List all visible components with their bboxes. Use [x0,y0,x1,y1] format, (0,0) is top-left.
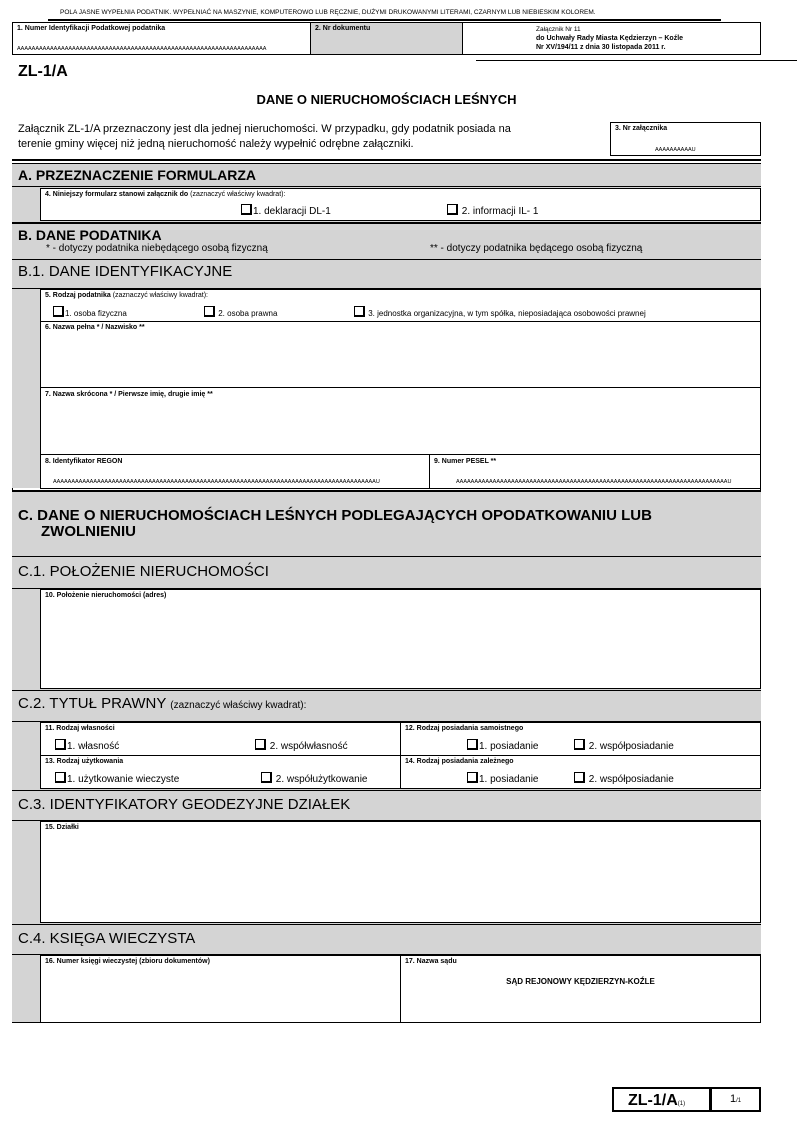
field6-label: 6. Nazwa pełna * / Nazwisko ** [45,324,145,331]
top-rule [48,19,721,21]
section-c-title-line1: C. DANE O NIERUCHOMOŚCIACH LEŚNYCH PODLEGAJĄCYCH OPODATKOWANIU LUB [18,507,652,524]
section-c1-title: C.1. POŁOŻENIE NIERUCHOMOŚCI [18,563,269,580]
field17-label: 17. Nazwa sądu [405,958,457,965]
field13-usage [40,755,401,789]
section-c-title-line2: ZWOLNIENIU [41,523,136,540]
section-c3-top-rule [12,790,761,791]
document-number-label: 2. Nr dokumentu [315,25,371,32]
field15-label: 15. Działki [45,824,79,831]
option-co-ownership[interactable]: 2. współwłasność [255,739,348,752]
field7-label: 7. Nazwa skrócona * / Pierwsze imię, drugie imię ** [45,391,213,398]
checkbox-icon[interactable] [53,306,64,317]
option-possession[interactable]: 1. posiadanie [467,739,539,752]
field11-label: 11. Rodzaj własności [45,725,115,732]
option-dependent-co-possession[interactable]: 2. współposiadanie [574,772,674,785]
field6-fullname[interactable] [40,321,761,388]
section-b-title: B. DANE PODATNIKA [18,227,162,243]
option-co-possession[interactable]: 2. współposiadanie [574,739,674,752]
form-code: ZL-1/A [18,63,68,80]
checkbox-icon[interactable] [241,204,252,215]
footer-page-number [710,1087,761,1112]
top-notice: POLA JASNE WYPEŁNIA PODATNIK. WYPEŁNIAĆ NA MASZYNIE, KOMPUTEROWO LUB RĘCZNIE, DUŻYMI DRUKOWANYMI LITERAMI, CZARNYM LUB NIEBIESKIM KOLOREM. [60,9,596,16]
annex-line1: Załącznik Nr 11 [536,26,581,33]
field13-label: 13. Rodzaj użytkowania [45,758,124,765]
intro-line1: Załącznik ZL-1/A przeznaczony jest dla jednej nieruchomości. W przypadku, gdy podatnik posiada na [18,123,511,135]
section-c3-title: C.3. IDENTYFIKATORY GEODEZYJNE DZIAŁEK [18,796,351,813]
checkbox-icon[interactable] [55,772,66,783]
field9-label: 9. Numer PESEL ** [434,458,497,465]
nip-field[interactable] [12,22,311,55]
intro-line2: terenie gminy więcej niż jedną nieruchomość należy wypełnić odrębne załączniki. [18,138,414,150]
section-c2-title: C.2. TYTUŁ PRAWNY (zaznaczyć właściwy kwadrat): [18,695,307,712]
field8-filler: ÀÀÀÀÀÀÀÀÀÀÀÀÀÀÀÀÀÀÀÀÀÀÀÀÀÀÀÀÀÀÀÀÀÀÀÀÀÀÀÀÀÀÀÀÀÀÀÀÀÀÀÀÀÀÀÀÀÀÀÀÀÀÀÀÀÀÀÀÀÀÀÀÀÀÀÀÀÀÀÀÀÀÀÀÀÀÀÀU [53,479,380,485]
nip-filler: AAAAAAAAAAAAAAAAAAAAAAAAAAAAAAAAAAAAAAAAAAAAAAAAAAAAAAAAAAAAAAAAAAAA [17,46,267,52]
checkbox-icon[interactable] [574,772,585,783]
section-c2-top-rule [12,690,761,691]
field15-plots[interactable] [40,821,761,923]
section-a-rule [12,186,761,187]
field8-regon[interactable] [40,454,430,489]
field16-label: 16. Numer księgi wieczystej (zbioru dokumentów) [45,958,210,965]
option-ownership[interactable]: 1. własność [55,739,119,752]
field12-possession [400,722,761,756]
option-declaration-dl1[interactable]: 1. deklaracji DL-1 [241,204,331,217]
field14-dependent-possession [400,755,761,789]
section-c-rule [12,556,761,557]
field17-court-name[interactable] [400,955,761,1023]
nip-label: 1. Numer Identyfikacji Podatkowej podatnika [17,25,166,32]
form-title: DANE O NIERUCHOMOŚCIACH LEŚNYCH [256,92,517,107]
section-c4-top-rule [12,924,761,925]
checkbox-icon[interactable] [447,204,458,215]
annex-info [462,22,761,55]
section-c4-title: C.4. KSIĘGA WIECZYSTA [18,930,196,947]
checkbox-icon[interactable] [55,739,66,750]
field11-ownership [40,722,401,756]
checkbox-icon[interactable] [467,739,478,750]
field10-location[interactable] [40,589,761,689]
field12-label: 12. Rodzaj posiadania samoistnego [405,725,524,732]
option-information-il1[interactable]: 2. informacji IL- 1 [447,204,538,217]
field4-label: 4. Niniejszy formularz stanowi załącznik do (zaznaczyć właściwy kwadrat): [45,191,286,198]
checkbox-icon[interactable] [467,772,478,783]
option-legal-person[interactable]: 2. osoba prawna [204,306,277,318]
annex-number-filler: AAAAAAAAAAU [655,147,696,153]
annex-number-field[interactable] [610,122,761,156]
footer-form-code [612,1087,711,1112]
field8-label: 8. Identyfikator REGON [45,458,123,465]
field16-land-register[interactable] [40,955,401,1023]
checkbox-icon[interactable] [204,306,215,317]
checkbox-icon[interactable] [255,739,266,750]
section-b1-title: B.1. DANE IDENTYFIKACYJNE [18,263,233,280]
field5-box [40,289,761,322]
field14-label: 14. Rodzaj posiadania zależnego [405,758,514,765]
section-b-note2: ** - dotyczy podatnika będącego osobą fizyczną [430,243,643,254]
field17-value: SĄD REJONOWY KĘDZIERZYN-KOŹLE [506,977,655,986]
field4-box [40,188,761,221]
field5-label: 5. Rodzaj podatnika (zaznaczyć właściwy kwadrat): [45,292,208,299]
section-a-title: A. PRZEZNACZENIE FORMULARZA [18,167,256,183]
checkbox-icon[interactable] [261,772,272,783]
header-underline [476,60,797,61]
annex-line2: do Uchwały Rady Miasta Kędzierzyn – Koźle [536,35,684,42]
option-perpetual-usufruct[interactable]: 1. użytkowanie wieczyste [55,772,179,785]
field9-pesel[interactable] [429,454,761,489]
checkbox-icon[interactable] [354,306,365,317]
option-organizational-unit[interactable]: 3. jednostka organizacyjna, w tym spółka, nieposiadająca osobowości prawnej [354,306,646,318]
annex-line3: Nr XV/194/11 z dnia 30 listopada 2011 r. [536,44,666,51]
field9-filler: AAAAAAAAAAAAAAAAAAAAAAAAAAAAAAAAAAAAAAAAAAAAAAAAAAAAAAAAAAAAAAAAAAAAAAAAAAU [456,479,732,485]
option-natural-person[interactable]: 1. osoba fizyczna [53,306,127,318]
checkbox-icon[interactable] [574,739,585,750]
option-dependent-possession[interactable]: 1. posiadanie [467,772,539,785]
frame-top-rule [12,159,761,161]
section-b-note1: * - dotyczy podatnika niebędącego osobą fizyczną [46,243,268,254]
option-co-usufruct[interactable]: 2. współużytkowanie [261,772,368,785]
document-number-field [310,22,463,55]
field10-label: 10. Położenie nieruchomości (adres) [45,592,167,599]
footer-code-text: ZL-1/A(1) [628,1092,686,1109]
field7-shortname[interactable] [40,387,761,455]
section-b-rule [12,259,761,260]
footer-page-text: 1/1 [730,1093,742,1105]
annex-number-label: 3. Nr załącznika [615,125,668,132]
